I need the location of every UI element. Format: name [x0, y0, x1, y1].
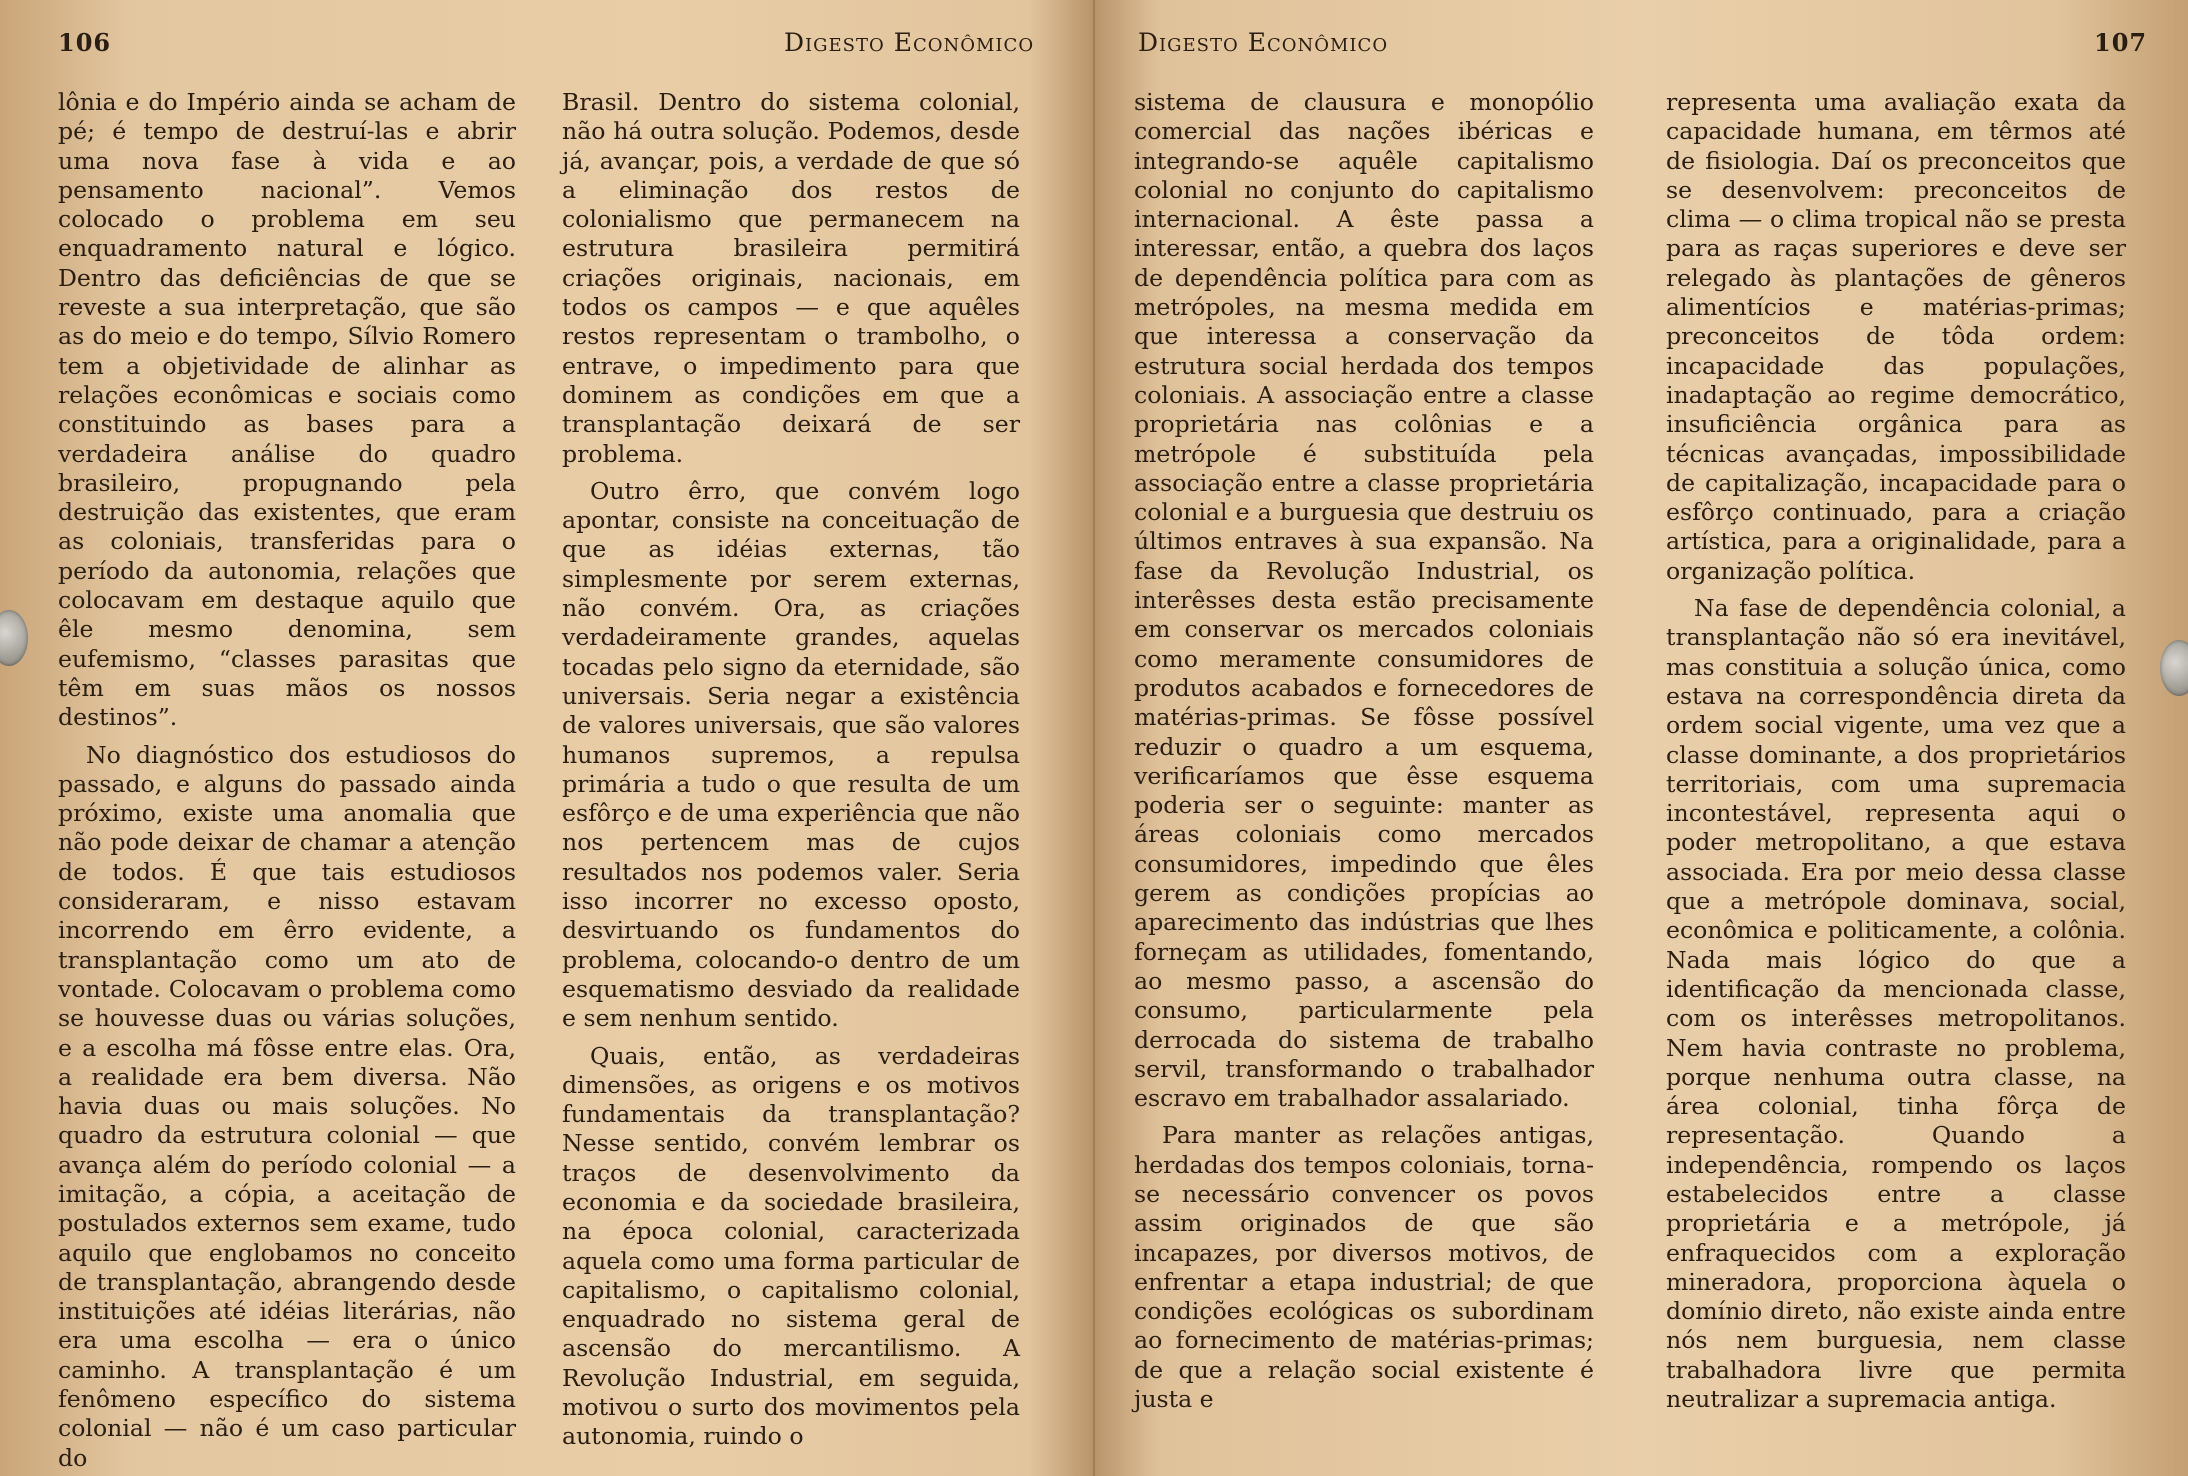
paragraph: Brasil. Dentro do sistema colonial, não há outra solução. Podemos, desde já, avançar, pois, a verdade de que só a eliminação dos restos de colonialismo que permanecem na estrutura brasileira permitirá criações originais, nacionais, em todos os campos — e que aquêles restos representam o trambolho, o entrave, o impedimento para que dominem as condições em que a transplantação deixará de ser problema.	[562, 88, 1020, 468]
right-page	[1094, 0, 2188, 1476]
running-head-right: Digesto Econômico	[1138, 28, 1389, 57]
left-column-2	[562, 88, 1020, 1452]
right-column-2	[1666, 88, 2126, 1414]
running-head-left: Digesto Econômico	[784, 28, 1035, 57]
right-column-1	[1134, 88, 1594, 1414]
page-number-right: 107	[2094, 28, 2148, 57]
paragraph: lônia e do Império ainda se acham de pé; é tempo de destruí-las e abrir uma nova fase à vida e ao pensamento nacional”. Vemos colocado o problema em seu enquadramento natural e lógico. Dentro das deficiências de que se reveste a sua interpretação, que são as do meio e do tempo, Sílvio Romero tem a objetividade de alinhar as relações econômicas e sociais como constituindo as bases para a verdadeira análise do quadro brasileiro, propugnando pela destruição das existentes, que eram as coloniais, transferidas para o período da autonomia, relações que colocavam em destaque aquilo que êle mesmo denomina, sem eufemismo, “classes parasitas que têm em suas mãos os nossos destinos”.	[58, 88, 516, 732]
page-number-left: 106	[58, 28, 112, 57]
paragraph: Na fase de dependência colonial, a transplantação não só era inevitável, mas constituia a solução única, como estava na correspondência direta da ordem social vigente, uma vez que a classe dominante, a dos proprietários territoriais, com uma supremacia incontestável, representa aqui o poder metropolitano, a que estava associada. Era por meio dessa classe que a metrópole dominava, social, econômica e politicamente, a colônia. Nada mais lógico do que a identificação da mencionada classe, com os interêsses metropolitanos. Nem havia contraste no problema, porque nenhuma outra classe, na área colonial, tinha fôrça de representação. Quando a independência, rompendo os laços estabelecidos entre a classe proprietária e a metrópole, já enfraquecidos com a exploração mineradora, proporciona àquela o domínio direto, não existe ainda entre nós nem burguesia, nem classe trabalhadora livre que permita neutralizar a supremacia antiga.	[1666, 594, 2126, 1414]
paragraph: Outro êrro, que convém logo apontar, consiste na conceituação de que as idéias externas, tão simplesmente por serem externas, não convém. Ora, as criações verdadeiramente grandes, aquelas tocadas pelo signo da eternidade, são universais. Seria negar a existência de valores universais, que são valores humanos supremos, a repulsa primária a tudo o que resulta de um esfôrço e de uma experiência que não nos pertencem mas de cujos resultados nos podemos valer. Seria isso incorrer no excesso oposto, desvirtuando os fundamentos do problema, colocando-o dentro de um esquematismo desviado da realidade e sem nenhum sentido.	[562, 476, 1020, 1033]
paragraph: sistema de clausura e monopólio comercial das nações ibéricas e integrando-se aquêle capitalismo colonial no conjunto do capitalismo internacional. A êste passa a interessar, então, a quebra dos laços de dependência política para com as metrópoles, na mesma medida em que interessa a conservação da estrutura social herdada dos tempos coloniais. A associação entre a classe proprietária nas colônias e a metrópole é substituída pela associação entre a classe proprietária colonial e a burguesia que destruiu os últimos entraves à sua expansão. Na fase da Revolução Industrial, os interêsses desta estão precisamente em conservar os mercados coloniais como meramente consumidores de produtos acabados e fornecedores de matérias-primas. Se fôsse possível reduzir o quadro a um esquema, verificaríamos que êsse esquema poderia ser o seguinte: manter as áreas coloniais como mercados consumidores, impedindo que êles gerem as condições propícias ao aparecimento das indústrias que lhes forneçam as utilidades, fomentando, ao mesmo passo, a ascensão do consumo, particularmente pela derrocada do sistema de trabalho servil, transformando o trabalhador escravo em trabalhador assalariado.	[1134, 88, 1594, 1113]
paragraph: representa uma avaliação exata da capacidade humana, em têrmos até de fisiologia. Daí os preconceitos que se desenvolvem: preconceitos de clima — o clima tropical não se presta para as raças superiores e deve ser relegado às plantações de gêneros alimentícios e matérias-primas; preconceitos de tôda ordem: incapacidade das populações, inadaptação ao regime democrático, insuficiência orgânica para as técnicas avançadas, impossibilidade de capitalização, incapacidade para o esfôrço continuado, para a criação artística, para a originalidade, para a organização política.	[1666, 88, 2126, 585]
paragraph: Para manter as relações antigas, herdadas dos tempos coloniais, torna-se necessário convencer os povos assim originados de que são incapazes, por diversos motivos, de enfrentar a etapa industrial; de que condições ecológicas os subordinam ao fornecimento de matérias-primas; de que a relação social existente é justa e	[1134, 1121, 1594, 1414]
paragraph: Quais, então, as verdadeiras dimensões, as origens e os motivos fundamentais da transplantação? Nesse sentido, convém lembrar os traços de desenvolvimento da economia e da sociedade brasileira, na época colonial, caracterizada aquela como uma forma particular de capitalismo, o capitalismo colonial, enquadrado no sistema geral de ascensão do mercantilismo. A Revolução Industrial, em seguida, motivou o surto dos movimentos pela autonomia, ruindo o	[562, 1041, 1020, 1451]
left-column-1	[58, 88, 516, 1473]
paragraph: No diagnóstico dos estudiosos do passado, e alguns do passado ainda próximo, existe uma anomalia que não pode deixar de chamar a atenção de todos. É que tais estudiosos consideraram, e nisso estavam incorrendo em êrro evidente, a transplantação como um ato de vontade. Colocavam o problema como se houvesse duas ou várias soluções, e a escolha má fôsse entre elas. Ora, a realidade era bem diversa. Não havia duas ou mais soluções. No quadro da estrutura colonial — que avança além do período colonial — a imitação, a cópia, a aceitação de postulados externos sem exame, tudo aquilo que englobamos no conceito de transplantação, abrangendo desde instituições até idéias literárias, não era uma escolha — era o único caminho. A transplantação é um fenômeno específico do sistema colonial — não é um caso particular do	[58, 740, 516, 1472]
